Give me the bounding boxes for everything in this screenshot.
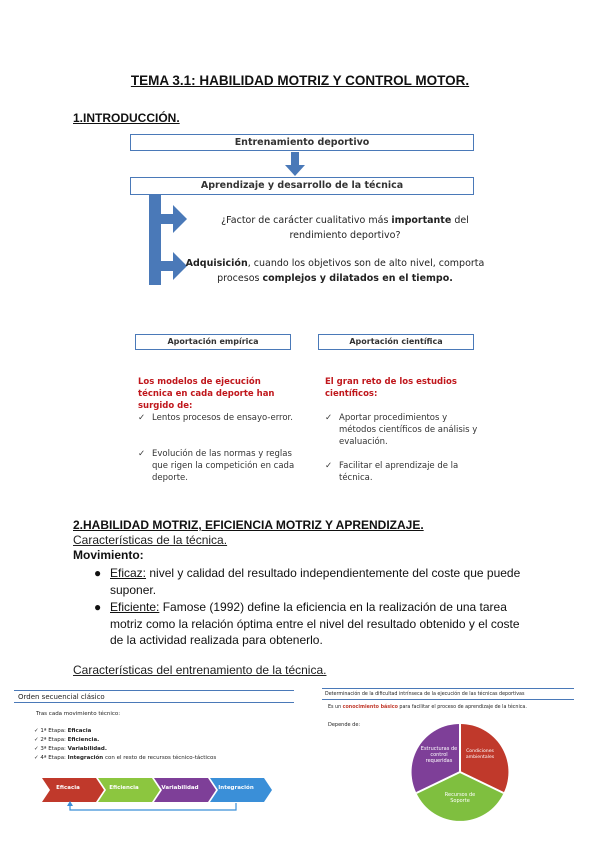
stage-item: ✓ 4ª Etapa: Integración con el resto de recursos técnico-tácticos — [34, 755, 217, 761]
check-icon: ✓ — [325, 413, 333, 423]
arrow-label: Eficiencia — [109, 785, 139, 791]
stage-item: ✓ 1ª Etapa: Eficacia — [34, 728, 92, 734]
segment-label-estructuras: Estructuras de control requeridas — [420, 746, 458, 764]
cientifica-item: ✓ Aportar procedimientos y métodos científicos de análisis y evaluación. — [325, 413, 478, 447]
empirica-red-text: Los modelos de ejecución técnica en cada deporte han surgido de: — [138, 377, 275, 411]
caracteristicas-entrenamiento: Características del entrenamiento de la técnica. — [73, 663, 327, 677]
page-title: TEMA 3.1: HABILIDAD MOTRIZ Y CONTROL MOTOR. — [130, 73, 470, 88]
slide-left-header: Orden secuencial clásico — [14, 690, 294, 703]
box-aprendizaje: Aprendizaje y desarrollo de la técnica — [130, 177, 474, 195]
down-arrow-icon — [283, 152, 307, 178]
slide-right-line: Es un conocimiento básico para facilitar el proceso de aprendizaje de la técnica. — [328, 705, 527, 710]
slide-left-intro: Tras cada movimiento técnico: — [36, 711, 121, 717]
section2-heading: 2.HABILIDAD MOTRIZ, EFICIENCIA MOTRIZ Y APRENDIZAJE. — [73, 518, 424, 532]
depende-label: Depende de: — [328, 722, 361, 728]
aportacion-empirica-header: Aportación empírica — [135, 334, 291, 350]
question-text: ¿Factor de carácter cualitativo más importante del rendimiento deportivo? — [221, 215, 469, 241]
check-icon: ✓ — [325, 461, 333, 471]
bullet-icon: ● — [94, 566, 102, 580]
arrow-label: Variabilidad — [161, 785, 199, 791]
empirica-item: ✓ Evolución de las normas y reglas que rigen la competición en cada deporte. — [138, 449, 295, 483]
stage-item: ✓ 2ª Etapa: Eficiencia. — [34, 737, 100, 743]
arrow-label: Integración — [218, 785, 254, 791]
bullet-eficiente: ● Eficiente: Famose (1992) define la eficiencia en la realización de una tarea motriz como la relación óptima entre el nivel del resultado obtenido y el coste de la actividad realizada para obtenerlo. — [94, 600, 520, 647]
cycle-diagram — [404, 714, 516, 842]
slide-dificultad — [322, 686, 574, 844]
slide-right-header: Determinación de la dificultad intrínseca de la ejecución de las técnicas deportivas — [322, 688, 574, 700]
segment-label-recursos: Recursos de Soporte — [444, 792, 476, 804]
segment-label-condiciones: Condiciones ambientales — [465, 749, 495, 760]
bullet-eficaz: ● Eficaz: nivel y calidad del resultado independientemente del coste que puede suponer. — [94, 566, 521, 597]
intro-heading: 1.INTRODUCCIÓN. — [73, 111, 180, 125]
check-icon: ✓ — [138, 449, 146, 459]
caracteristicas-tecnica: Características de la técnica. — [73, 533, 228, 547]
arrow-label: Eficacia — [56, 785, 80, 791]
cientifica-item: ✓ Facilitar el aprendizaje de la técnica. — [325, 461, 459, 483]
movimiento-label: Movimiento: — [73, 548, 144, 562]
loop-arrow — [70, 803, 236, 810]
box-entrenamiento: Entrenamiento deportivo — [130, 134, 474, 151]
empirica-item: ✓ Lentos procesos de ensayo-error. — [138, 413, 293, 423]
slide-orden-secuencial — [14, 688, 294, 836]
check-icon: ✓ — [138, 413, 146, 423]
cientifica-red-text: El gran reto de los estudios científicos: — [325, 377, 457, 399]
stage-arrows — [36, 776, 276, 814]
aportacion-cientifica-header: Aportación científica — [318, 334, 474, 350]
bullet-icon: ● — [94, 600, 102, 614]
adquisicion-text: Adquisición, cuando los objetivos son de alto nivel, comporta procesos complejos y dilatados en el tiempo. — [185, 258, 485, 284]
stage-item: ✓ 3ª Etapa: Variabilidad. — [34, 746, 107, 752]
